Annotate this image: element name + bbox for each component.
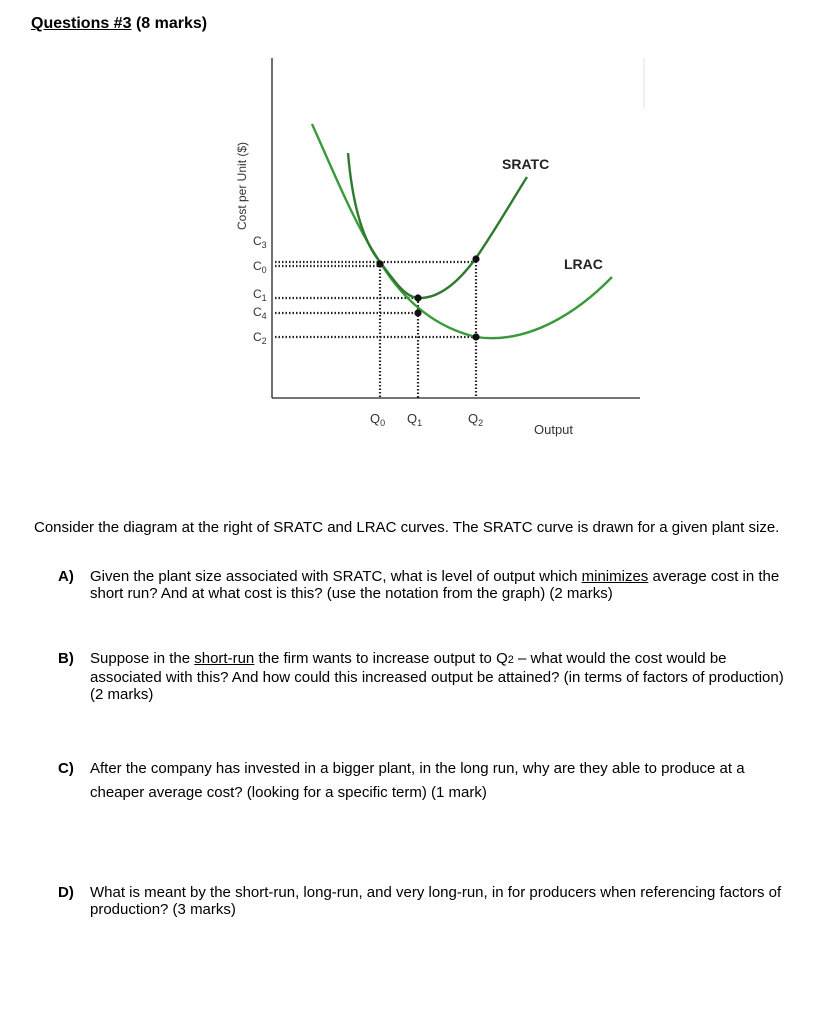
question-b-text: Suppose in the short-run the firm wants to increase output to Q2 – what would the cost would be associated with this? And how could this increased output be attained? (in terms of factors of production) (2 marks) — [90, 650, 784, 703]
question-marks: (8 marks) — [135, 15, 208, 32]
question-b — [58, 650, 798, 703]
question-b-letter: B) — [58, 650, 74, 667]
quantity-label-q2: $Q_2$ — [468, 411, 484, 428]
cost-labels — [253, 234, 267, 346]
question-a-text: Given the plant size associated with SRATC, what is level of output which minimizes average cost in the short run? And at what cost is this? (use the notation from the graph) (2 marks) — [90, 568, 780, 602]
quantity-label-q0: $Q_0$ — [370, 411, 386, 428]
question-d — [58, 884, 798, 918]
point-q2-c2 — [472, 333, 479, 340]
lrac-label: LRAC — [564, 256, 603, 272]
quantity-label-q1: $Q_1$ — [407, 411, 423, 428]
question-d-text: What is meant by the short-run, long-run, and very long-run, in for producers when referencing factors of production? (3 marks) — [90, 884, 782, 918]
question-c-letter: C) — [58, 760, 74, 777]
question-c — [58, 757, 798, 805]
x-axis-label: Output — [534, 422, 574, 437]
cost-label-c0: $C_0$ — [253, 259, 267, 275]
point-q1-c4 — [414, 309, 421, 316]
lrac-curve — [312, 124, 612, 338]
quantity-labels — [370, 411, 483, 428]
point-q0-c0 — [376, 260, 383, 267]
question-d-letter: D) — [58, 884, 74, 901]
y-axis-label: Cost per Unit ($) — [235, 141, 249, 230]
intro-paragraph: Consider the diagram at the right of SRATC and LRAC curves. The SRATC curve is drawn for a given plant size. — [34, 519, 780, 536]
question-c-text: After the company has invested in a bigger plant, in the long run, why are they able to produce at a cheaper average cost? (looking for a specific term) (1 mark) — [90, 760, 745, 801]
cost-label-c2: $C_2$ — [253, 330, 267, 346]
question-title: Questions #3 — [31, 15, 132, 32]
sratc-curve — [348, 153, 527, 298]
question-a — [58, 568, 798, 602]
cost-label-c1: $C_1$ — [253, 287, 267, 303]
cost-curves-diagram — [0, 0, 813, 470]
point-q2-c0 — [472, 255, 479, 262]
point-q1-c1 — [414, 294, 421, 301]
cost-label-c3: $C_3$ — [253, 234, 267, 250]
sratc-label: SRATC — [502, 156, 550, 172]
underlined-short-run: short-run — [194, 650, 255, 667]
cost-label-c4: $C_4$ — [253, 305, 267, 321]
question-a-letter: A) — [58, 568, 74, 585]
underlined-minimizes: minimizes — [581, 568, 649, 585]
